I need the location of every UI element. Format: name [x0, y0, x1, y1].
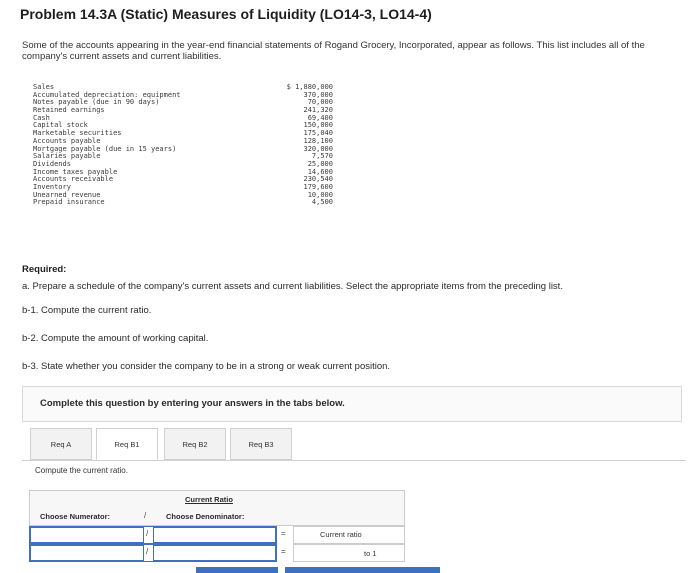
tab-req-b2[interactable]: Req B2	[164, 428, 226, 460]
account-name: Dividends	[33, 159, 71, 168]
account-value: 69,400	[307, 113, 333, 122]
account-row	[33, 198, 333, 206]
account-name: Unearned revenue	[33, 190, 101, 199]
denominator-input-1[interactable]	[153, 527, 276, 543]
result-suffix: to 1	[364, 549, 377, 558]
account-value: 150,000	[303, 121, 333, 130]
account-row	[33, 129, 333, 137]
bottom-button-bar[interactable]	[285, 567, 440, 573]
account-value: 320,000	[303, 144, 333, 153]
account-name: Income taxes payable	[33, 167, 118, 176]
current-ratio-result	[293, 526, 405, 544]
required-heading	[22, 264, 682, 275]
account-name: Mortgage payable (due in 15 years)	[33, 144, 177, 153]
numerator-input-1[interactable]	[30, 527, 144, 543]
tab-req-b3[interactable]: Req B3	[230, 428, 292, 460]
account-row	[33, 145, 333, 153]
account-value: 175,040	[303, 129, 333, 138]
account-name: Accounts receivable	[33, 175, 114, 184]
question-b2: b-2. Compute the amount of working capital.	[22, 333, 209, 344]
account-name: Accumulated depreciation: equipment	[33, 90, 181, 99]
intro-text: Some of the accounts appearing in the year-end financial statements of Rogand Grocery, Incorporated, appear as follows. This list includes all of the company's current assets and current liabilities.	[22, 40, 645, 62]
account-value: 10,000	[307, 190, 333, 199]
account-row	[33, 191, 333, 199]
account-value: 14,600	[307, 167, 333, 176]
account-value: $ 1,880,000	[286, 83, 333, 91]
result-label: Current ratio	[320, 530, 362, 539]
account-value: 241,320	[303, 106, 333, 115]
accounts-list	[33, 83, 333, 206]
tab-req-b1[interactable]: Req B1	[96, 428, 158, 460]
denominator-input-2[interactable]	[153, 545, 276, 561]
account-name: Inventory	[33, 182, 71, 191]
account-value: 179,600	[303, 182, 333, 191]
account-name: Sales	[33, 83, 55, 91]
account-row	[33, 168, 333, 176]
account-row	[33, 160, 333, 168]
account-value: 70,000	[307, 98, 333, 107]
ratio-row-2	[29, 544, 277, 562]
question-b1: b-1. Compute the current ratio.	[22, 305, 152, 316]
equals-sign: =	[281, 529, 286, 538]
account-value: 370,000	[303, 90, 333, 99]
account-row	[33, 98, 333, 106]
account-value: 4,500	[311, 198, 333, 207]
account-row	[33, 106, 333, 114]
account-row	[33, 83, 333, 91]
ratio-title: Current Ratio	[185, 495, 233, 504]
instructions-text: Complete this question by entering your answers in the tabs below.	[40, 398, 345, 409]
account-name: Accounts payable	[33, 136, 101, 145]
bottom-button-bar[interactable]	[196, 567, 278, 573]
divide-sign: /	[146, 547, 149, 556]
ratio-row-1	[29, 526, 277, 544]
account-value: 7,570	[311, 152, 333, 161]
account-value: 230,540	[303, 175, 333, 184]
numerator-input-2[interactable]	[30, 545, 144, 561]
account-name: Cash	[33, 113, 50, 122]
denominator-label: Choose Denominator:	[166, 512, 245, 521]
account-name: Retained earnings	[33, 106, 105, 115]
account-name: Prepaid insurance	[33, 198, 105, 207]
account-row	[33, 183, 333, 191]
account-name: Salaries payable	[33, 152, 101, 161]
ratio-header	[29, 490, 405, 526]
account-name: Capital stock	[33, 121, 88, 130]
account-value: 128,100	[303, 136, 333, 145]
instructions-box	[22, 386, 682, 422]
divide-sign: /	[144, 511, 147, 520]
required-label: Required:	[22, 264, 67, 275]
numerator-label: Choose Numerator:	[40, 512, 111, 521]
account-row	[33, 175, 333, 183]
account-row	[33, 91, 333, 99]
page-title: Problem 14.3A (Static) Measures of Liquidity (LO14-3, LO14-4)	[20, 6, 432, 22]
question-b3: b-3. State whether you consider the company to be in a strong or weak current position.	[22, 361, 391, 372]
account-row	[33, 121, 333, 129]
account-name: Marketable securities	[33, 129, 122, 138]
question-a: a. Prepare a schedule of the company's current assets and current liabilities. Select the appropriate items from the preceding list.	[22, 281, 563, 292]
account-row	[33, 152, 333, 160]
equals-sign: =	[281, 547, 286, 556]
panel-prompt: Compute the current ratio.	[35, 466, 128, 475]
account-row	[33, 137, 333, 145]
account-value: 25,000	[307, 159, 333, 168]
tab-req-a[interactable]: Req A	[30, 428, 92, 460]
account-row	[33, 114, 333, 122]
account-name: Notes payable (due in 90 days)	[33, 98, 160, 107]
tab-panel-divider	[22, 460, 686, 461]
divide-sign: /	[146, 529, 149, 538]
current-ratio-input[interactable]	[293, 544, 405, 562]
